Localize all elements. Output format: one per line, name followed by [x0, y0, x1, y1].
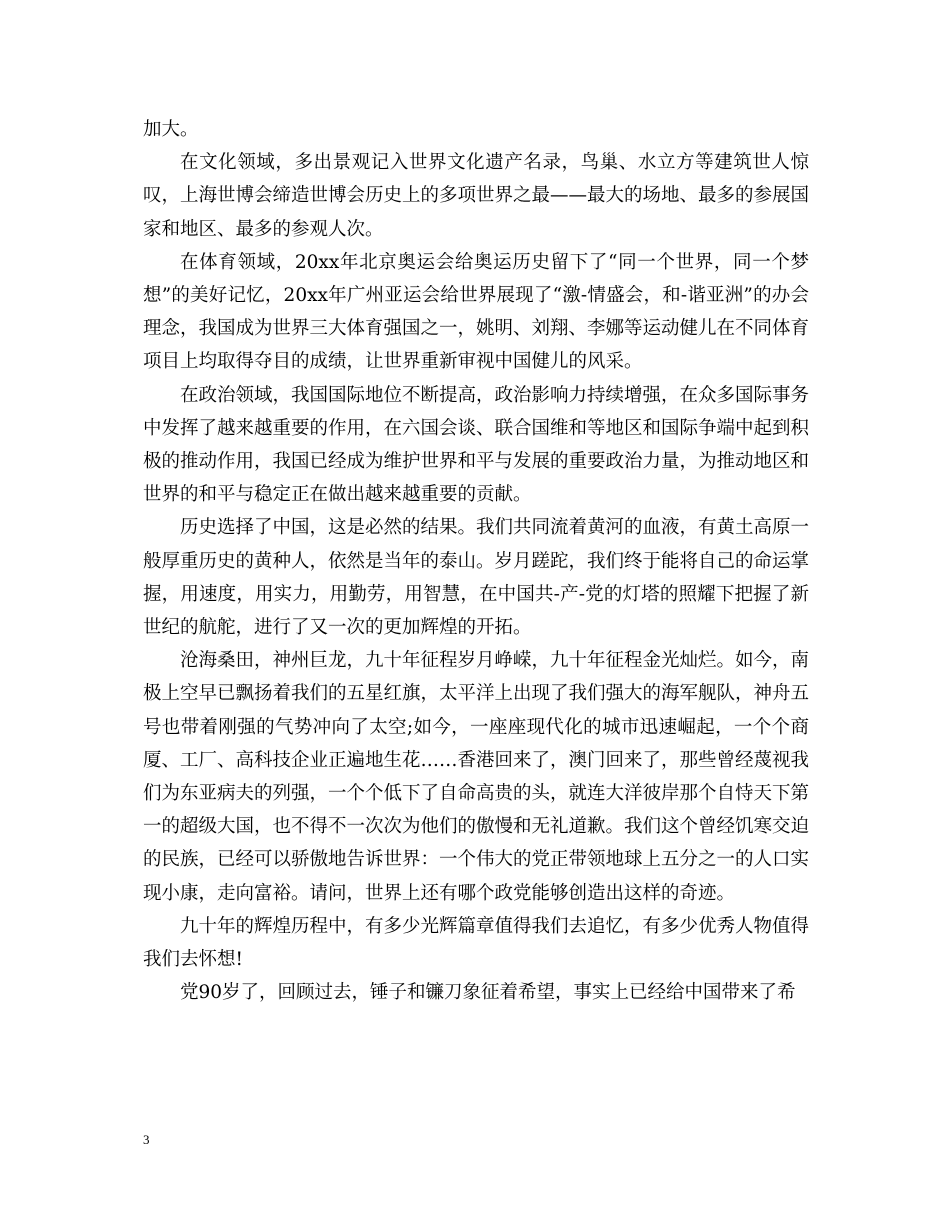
paragraph-continuation: 加大。 — [143, 119, 199, 140]
paragraph-reflection: 九十年的辉煌历程中，有多少光辉篇章值得我们去追忆，有多少优秀人物值得我们去怀想! — [143, 915, 810, 971]
document-body — [143, 113, 809, 1009]
paragraph-party-90: 党90岁了，回顾过去，锤子和镰刀象征着希望，事实上已经给中国带来了希 — [180, 982, 796, 1004]
paragraph-culture: 在文化领域，多出景观记入世界文化遗产名录，鸟巢、水立方等建筑世人惊叹，上海世博会缔造世博会历史上的多项世界之最——最大的场地、最多的参展国家和地区、最多的参观人次。 — [143, 152, 810, 240]
paragraph-history: 历史选择了中国，这是必然的结果。我们共同流着黄河的血液，有黄土高原一般厚重历史的黄种人，依然是当年的泰山。岁月蹉跎，我们终于能将自己的命运掌握，用速度，用实力，用勤劳，用智慧，在中国共-产-党的灯塔的照耀下把握了新世纪的航舵，进行了又一次的更加辉煌的开拓。 — [143, 517, 810, 639]
paragraph-sports: 在体育领域，20xx年北京奥运会给奥运历史留下了“同一个世界，同一个梦想”的美好记忆，20xx年广州亚运会给世界展现了“激-情盛会，和-谐亚洲”的办会理念，我国成为世界三大体育强国之一，姚明、刘翔、李娜等运动健儿在不同体育项目上均取得夺目的成绩，让世界重新审视中国健儿的风采。 — [143, 251, 810, 373]
paragraph-achievements: 沧海桑田，神州巨龙，九十年征程岁月峥嵘，九十年征程金光灿烂。如今，南极上空早已飘扬着我们的五星红旗，太平洋上出现了我们强大的海军舰队，神舟五号也带着刚强的气势冲向了太空;如今，一座座现代化的城市迅速崛起，一个个商厦、工厂、高科技企业正遍地生花……香港回来了，澳门回来了，那些曾经蔑视我们为东亚病夫的列强，一个个低下了自命高贵的头，就连大洋彼岸那个自恃天下第一的超级大国，也不得不一次次为他们的傲慢和无礼道歉。我们这个曾经饥寒交迫的民族，已经可以骄傲地告诉世界：一个伟大的党正带领地球上五分之一的人口实现小康，走向富裕。请问，世界上还有哪个政党能够创造出这样的奇迹。 — [143, 650, 810, 904]
page-number: 3 — [143, 1132, 150, 1147]
paragraph-politics: 在政治领域，我国国际地位不断提高，政治影响力持续增强，在众多国际事务中发挥了越来越重要的作用，在六国会谈、联合国维和等地区和国际争端中起到积极的推动作用，我国已经成为维护世界和平与发展的重要政治力量，为推动地区和世界的和平与稳定正在做出越来越重要的贡献。 — [143, 384, 810, 506]
